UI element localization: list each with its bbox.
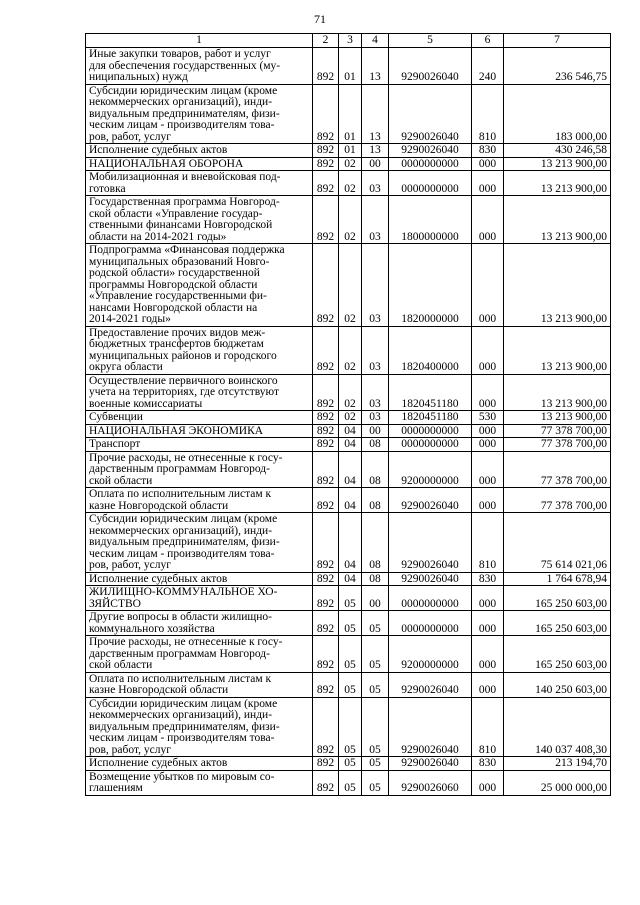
row-description: Транспорт: [86, 438, 313, 452]
row-amount: 165 250 603,00: [504, 611, 611, 636]
row-code-subsection: 03: [362, 171, 389, 196]
row-code-target: 0000000000: [389, 424, 472, 438]
row-description: ЖИЛИЩНО-КОММУНАЛЬНОЕ ХО- ЗЯЙСТВО: [86, 586, 313, 611]
table-row: [86, 84, 611, 144]
row-code-admin: 892: [313, 84, 339, 144]
row-code-subsection: 05: [362, 672, 389, 697]
row-code-target: 0000000000: [389, 438, 472, 452]
row-code-target: 9290026040: [389, 572, 472, 586]
row-code-target: 9200000000: [389, 451, 472, 488]
row-code-section: 04: [339, 572, 362, 586]
row-code-section: 05: [339, 770, 362, 795]
row-code-section: 04: [339, 513, 362, 573]
row-amount: 236 546,75: [504, 48, 611, 85]
table-row: [86, 374, 611, 411]
row-code-type: 810: [472, 84, 504, 144]
row-amount: 77 378 700,00: [504, 488, 611, 513]
row-code-admin: 892: [313, 374, 339, 411]
row-code-target: 9290026040: [389, 488, 472, 513]
row-code-subsection: 00: [362, 424, 389, 438]
row-code-subsection: 08: [362, 451, 389, 488]
row-amount: 213 194,70: [504, 757, 611, 771]
row-amount: 13 213 900,00: [504, 196, 611, 244]
row-amount: 13 213 900,00: [504, 411, 611, 425]
table-row: [86, 48, 611, 85]
row-description: Предоставление прочих видов меж- бюджетных трансфертов бюджетам муниципальных районов и городского округа области: [86, 326, 313, 374]
row-description: Исполнение судебных актов: [86, 757, 313, 771]
row-description: Возмещение убытков по мировым со- глашениям: [86, 770, 313, 795]
row-code-type: 830: [472, 144, 504, 158]
row-code-admin: 892: [313, 672, 339, 697]
row-code-subsection: 08: [362, 572, 389, 586]
header-col-3: 3: [339, 34, 362, 48]
row-code-section: 04: [339, 488, 362, 513]
table-row: [86, 697, 611, 757]
row-code-target: 1820400000: [389, 326, 472, 374]
row-code-type: 000: [472, 672, 504, 697]
row-amount: 13 213 900,00: [504, 157, 611, 171]
row-code-section: 05: [339, 586, 362, 611]
row-amount: 75 614 021,06: [504, 513, 611, 573]
row-description: Исполнение судебных актов: [86, 144, 313, 158]
row-code-section: 05: [339, 757, 362, 771]
row-code-target: 9290026040: [389, 48, 472, 85]
row-code-target: 9290026060: [389, 770, 472, 795]
row-description: Осуществление первичного воинского учета на территориях, где отсутствуют военные комиссариаты: [86, 374, 313, 411]
table-row: [86, 144, 611, 158]
row-code-subsection: 03: [362, 411, 389, 425]
row-code-subsection: 00: [362, 157, 389, 171]
row-code-target: 1820451180: [389, 374, 472, 411]
row-amount: 77 378 700,00: [504, 451, 611, 488]
row-code-admin: 892: [313, 171, 339, 196]
row-code-admin: 892: [313, 424, 339, 438]
row-code-admin: 892: [313, 48, 339, 85]
row-code-section: 02: [339, 171, 362, 196]
row-code-admin: 892: [313, 438, 339, 452]
row-code-subsection: 05: [362, 770, 389, 795]
row-code-type: 000: [472, 326, 504, 374]
row-code-section: 02: [339, 196, 362, 244]
table-header-row: [86, 34, 611, 48]
row-code-section: 05: [339, 611, 362, 636]
row-amount: 430 246,58: [504, 144, 611, 158]
row-amount: 13 213 900,00: [504, 374, 611, 411]
row-code-section: 02: [339, 244, 362, 327]
row-code-type: 000: [472, 424, 504, 438]
row-code-type: 000: [472, 157, 504, 171]
row-code-target: 9290026040: [389, 144, 472, 158]
row-code-admin: 892: [313, 611, 339, 636]
row-code-type: 000: [472, 586, 504, 611]
row-code-target: 9290026040: [389, 513, 472, 573]
row-code-admin: 892: [313, 144, 339, 158]
row-code-admin: 892: [313, 586, 339, 611]
row-code-section: 05: [339, 672, 362, 697]
table-row: [86, 438, 611, 452]
row-amount: 165 250 603,00: [504, 586, 611, 611]
row-code-section: 05: [339, 697, 362, 757]
table-row: [86, 672, 611, 697]
row-code-type: 000: [472, 636, 504, 673]
row-code-target: 1820000000: [389, 244, 472, 327]
row-code-type: 000: [472, 244, 504, 327]
row-code-type: 000: [472, 451, 504, 488]
row-code-type: 830: [472, 572, 504, 586]
row-code-target: 9290026040: [389, 672, 472, 697]
row-code-section: 04: [339, 451, 362, 488]
row-code-type: 830: [472, 757, 504, 771]
table-row: [86, 424, 611, 438]
table-row: [86, 411, 611, 425]
row-description: Иные закупки товаров, работ и услуг для обеспечения государственных (му- ниципальных) нужд: [86, 48, 313, 85]
row-amount: 140 250 603,00: [504, 672, 611, 697]
row-code-section: 02: [339, 374, 362, 411]
row-code-type: 000: [472, 374, 504, 411]
row-code-section: 02: [339, 411, 362, 425]
row-code-target: 9290026040: [389, 757, 472, 771]
row-description: Оплата по исполнительным листам к казне Новгородской области: [86, 672, 313, 697]
table-row: [86, 770, 611, 795]
row-amount: 13 213 900,00: [504, 326, 611, 374]
table-row: [86, 513, 611, 573]
row-code-admin: 892: [313, 411, 339, 425]
row-code-target: 1820451180: [389, 411, 472, 425]
row-amount: 77 378 700,00: [504, 438, 611, 452]
table-row: [86, 326, 611, 374]
row-description: Оплата по исполнительным листам к казне Новгородской области: [86, 488, 313, 513]
row-code-target: 9290026040: [389, 84, 472, 144]
row-code-subsection: 00: [362, 586, 389, 611]
row-amount: 1 764 678,94: [504, 572, 611, 586]
row-amount: 13 213 900,00: [504, 244, 611, 327]
row-description: НАЦИОНАЛЬНАЯ ОБОРОНА: [86, 157, 313, 171]
row-code-subsection: 13: [362, 48, 389, 85]
row-code-admin: 892: [313, 488, 339, 513]
row-code-type: 000: [472, 611, 504, 636]
table-body: [86, 48, 611, 796]
header-col-5: 5: [389, 34, 472, 48]
row-description: НАЦИОНАЛЬНАЯ ЭКОНОМИКА: [86, 424, 313, 438]
row-code-type: 000: [472, 171, 504, 196]
row-code-type: 810: [472, 513, 504, 573]
row-code-target: 1800000000: [389, 196, 472, 244]
table-row: [86, 572, 611, 586]
header-col-6: 6: [472, 34, 504, 48]
row-description: Субсидии юридическим лицам (кроме некоммерческих организаций), инди- видуальным предпринимателям, физи- ческим лицам - производителям това- ров, работ, услуг: [86, 697, 313, 757]
row-code-subsection: 08: [362, 438, 389, 452]
table-row: [86, 611, 611, 636]
row-code-section: 02: [339, 326, 362, 374]
row-code-type: 240: [472, 48, 504, 85]
row-code-subsection: 08: [362, 513, 389, 573]
header-col-2: 2: [313, 34, 339, 48]
row-code-admin: 892: [313, 572, 339, 586]
table-row: [86, 488, 611, 513]
table-row: [86, 757, 611, 771]
table-row: [86, 157, 611, 171]
row-code-subsection: 05: [362, 611, 389, 636]
row-code-subsection: 05: [362, 757, 389, 771]
row-code-subsection: 08: [362, 488, 389, 513]
page-number: 71: [314, 12, 326, 26]
row-description: Субсидии юридическим лицам (кроме некоммерческих организаций), инди- видуальным предпринимателям, физи- ческим лицам - производителям това- ров, работ, услуг: [86, 513, 313, 573]
row-code-section: 01: [339, 48, 362, 85]
table-row: [86, 196, 611, 244]
row-code-target: 0000000000: [389, 586, 472, 611]
row-code-subsection: 13: [362, 84, 389, 144]
row-description: Государственная программа Новгород- ской области «Управление государ- ственными финансами Новгородской области на 2014-2021 годы»: [86, 196, 313, 244]
row-code-target: 0000000000: [389, 157, 472, 171]
row-code-admin: 892: [313, 157, 339, 171]
row-code-type: 000: [472, 770, 504, 795]
row-code-target: 0000000000: [389, 171, 472, 196]
table-row: [86, 636, 611, 673]
row-amount: 165 250 603,00: [504, 636, 611, 673]
row-code-section: 04: [339, 424, 362, 438]
header-col-4: 4: [362, 34, 389, 48]
row-code-admin: 892: [313, 757, 339, 771]
row-code-type: 810: [472, 697, 504, 757]
row-amount: 25 000 000,00: [504, 770, 611, 795]
row-code-admin: 892: [313, 636, 339, 673]
row-code-target: 0000000000: [389, 611, 472, 636]
row-code-subsection: 03: [362, 196, 389, 244]
table-row: [86, 171, 611, 196]
row-code-subsection: 13: [362, 144, 389, 158]
row-description: Исполнение судебных актов: [86, 572, 313, 586]
row-code-admin: 892: [313, 196, 339, 244]
row-code-admin: 892: [313, 513, 339, 573]
row-description: Прочие расходы, не отнесенные к госу- дарственным программам Новгород- ской области: [86, 636, 313, 673]
row-description: Субсидии юридическим лицам (кроме некоммерческих организаций), инди- видуальным предпринимателям, физи- ческим лицам - производителям това- ров, работ, услуг: [86, 84, 313, 144]
header-col-7: 7: [504, 34, 611, 48]
row-code-section: 04: [339, 438, 362, 452]
row-code-admin: 892: [313, 326, 339, 374]
row-code-type: 530: [472, 411, 504, 425]
table-row: [86, 451, 611, 488]
row-description: Прочие расходы, не отнесенные к госу- дарственным программам Новгород- ской области: [86, 451, 313, 488]
row-code-section: 01: [339, 144, 362, 158]
table-row: [86, 586, 611, 611]
row-code-type: 000: [472, 438, 504, 452]
row-description: Субвенции: [86, 411, 313, 425]
row-code-type: 000: [472, 196, 504, 244]
row-code-subsection: 03: [362, 374, 389, 411]
header-col-1: 1: [86, 34, 313, 48]
row-code-subsection: 05: [362, 636, 389, 673]
row-code-target: 9200000000: [389, 636, 472, 673]
row-description: Мобилизационная и вневойсковая под- готовка: [86, 171, 313, 196]
row-amount: 77 378 700,00: [504, 424, 611, 438]
row-amount: 183 000,00: [504, 84, 611, 144]
row-code-target: 9290026040: [389, 697, 472, 757]
row-amount: 140 037 408,30: [504, 697, 611, 757]
row-description: Подпрограмма «Финансовая поддержка муниципальных образований Новго- родской области» государственной программы Новгородской области «Управление государственными фи- нансами Новгородской области на 2014-2021 годы»: [86, 244, 313, 327]
row-code-subsection: 03: [362, 244, 389, 327]
row-code-admin: 892: [313, 244, 339, 327]
row-code-admin: 892: [313, 697, 339, 757]
row-code-type: 000: [472, 488, 504, 513]
row-description: Другие вопросы в области жилищно- коммунального хозяйства: [86, 611, 313, 636]
budget-table: [85, 33, 611, 796]
row-amount: 13 213 900,00: [504, 171, 611, 196]
row-code-admin: 892: [313, 451, 339, 488]
row-code-subsection: 03: [362, 326, 389, 374]
row-code-section: 02: [339, 157, 362, 171]
row-code-section: 01: [339, 84, 362, 144]
table-row: [86, 244, 611, 327]
row-code-subsection: 05: [362, 697, 389, 757]
row-code-section: 05: [339, 636, 362, 673]
row-code-admin: 892: [313, 770, 339, 795]
